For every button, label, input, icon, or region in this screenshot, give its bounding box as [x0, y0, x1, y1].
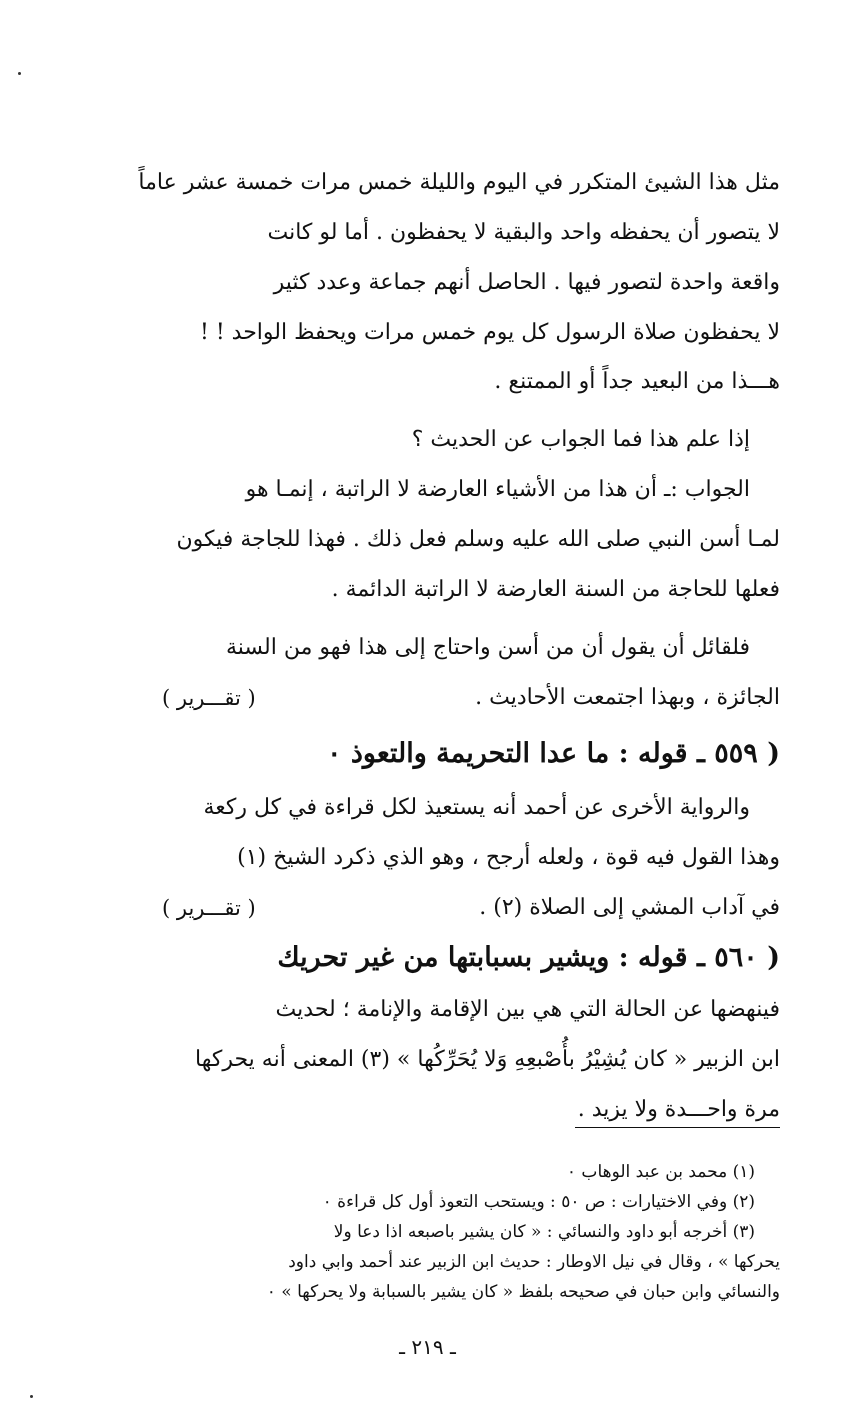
footnote-separator — [575, 1127, 780, 1128]
body-text-line: مثل هذا الشيئ المتكرر في اليوم والليلة خمس مرات خمسة عشر عاماً — [138, 170, 780, 195]
section-heading: ( ٥٥٩ ـ قوله : ما عدا التحريمة والتعوذ ٠ — [326, 738, 780, 769]
scan-speck — [18, 72, 21, 75]
body-text-line: فلقائل أن يقول أن من أسن واحتاج إلى هذا فهو من السنة — [225, 635, 750, 660]
body-text-line: فعلها للحاجة من السنة العارضة لا الراتبة الدائمة . — [331, 577, 780, 602]
body-text-line: هـــذا من البعيد جداً أو الممتنع . — [494, 369, 780, 394]
body-text-line: في آداب المشي إلى الصلاة (٢) . — [479, 895, 780, 920]
footnote: (٣) أخرجه أبو داود والنسائي : « كان يشير باصبعه اذا دعا ولا — [333, 1222, 755, 1242]
body-text-line: فينهضها عن الحالة التي هي بين الإقامة والإنامة ؛ لحديث — [275, 997, 780, 1022]
footnote: يحركها » ، وقال في نيل الاوطار : حديث ابن الزبير عند أحمد وابي داود — [288, 1252, 780, 1272]
source-tag: ( تقـــرير ) — [162, 896, 256, 920]
body-text-line: ابن الزبير « كان يُشِيْرُ بأُصْبعِهِ وَلا يُحَرِّكُها » (٣) المعنى أنه يحركها — [195, 1047, 780, 1072]
body-text-line: لا يتصور أن يحفظه واحد والبقية لا يحفظون . أما لو كانت — [267, 220, 780, 245]
body-text-line: إذا علم هذا فما الجواب عن الحديث ؟ — [411, 427, 750, 452]
body-text-line: والرواية الأخرى عن أحمد أنه يستعيذ لكل قراءة في كل ركعة — [203, 795, 750, 820]
body-text-line: الجواب :ـ أن هذا من الأشياء العارضة لا الراتبة ، إنمـا هو — [245, 477, 750, 502]
footnote: (٢) وفي الاختيارات : ص ٥٠ : ويستحب التعوذ أول كل قراءة ٠ — [322, 1192, 755, 1212]
section-heading: ( ٥٦٠ ـ قوله : ويشير بسبابتها من غير تحريك — [277, 942, 780, 973]
footnote: (١) محمد بن عبد الوهاب ٠ — [566, 1162, 755, 1182]
body-text-line: لا يحفظون صلاة الرسول كل يوم خمس مرات ويحفظ الواحد ! ! — [199, 320, 780, 345]
body-text-line: وهذا القول فيه قوة ، ولعله أرجح ، وهو الذي ذكرد الشيخ (١) — [237, 845, 780, 870]
body-text-line: الجائزة ، وبهذا اجتمعت الأحاديث . — [475, 685, 780, 710]
footnote: والنسائي وابن حبان في صحيحه بلفظ « كان يشير بالسبابة ولا يحركها » ٠ — [266, 1282, 780, 1302]
source-tag: ( تقـــرير ) — [162, 686, 256, 710]
body-text-line: واقعة واحدة لتصور فيها . الحاصل أنهم جماعة وعدد كثير — [273, 270, 780, 295]
body-text-line: مرة واحـــدة ولا يزيد . — [577, 1097, 780, 1122]
page-number: ـ ٢١٩ ـ — [399, 1335, 456, 1359]
body-text-line: لمـا أسن النبي صلى الله عليه وسلم فعل ذلك . فهذا للجاجة فيكون — [176, 527, 780, 552]
scan-speck — [30, 1395, 33, 1398]
